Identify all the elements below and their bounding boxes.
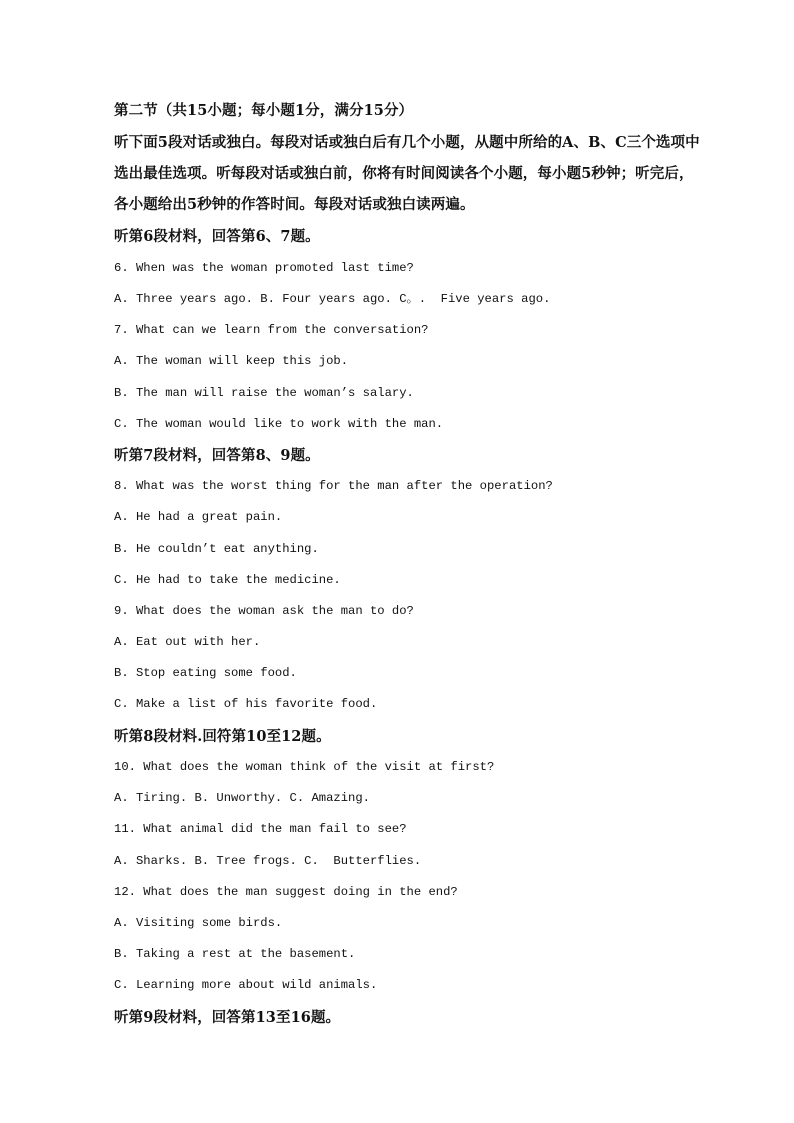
question-10: 10. What does the woman think of the visit at first?: [114, 760, 495, 774]
question-7-option-a: A. The woman will keep this job.: [114, 354, 349, 368]
material-9-header: 听第9段材料，回答第13至16题。: [114, 1009, 341, 1026]
question-9: 9. What does the woman ask the man to do?: [114, 604, 414, 618]
instructions-line-3: 各小题给出5秒钟的作答时间。每段对话或独白读两遍。: [114, 196, 475, 213]
instructions-line-2: 选出最佳选项。听每段对话或独白前，你将有时间阅读各个小题，每小题5秒钟；听完后，: [114, 165, 694, 182]
question-7-option-c: C. The woman would like to work with the man.: [114, 417, 444, 431]
question-8-option-a: A. He had a great pain.: [114, 510, 283, 524]
question-12-option-c: C. Learning more about wild animals.: [114, 978, 378, 992]
material-8-header: 听第8段材料.回符第10至12题。: [114, 728, 331, 745]
question-12: 12. What does the man suggest doing in the end?: [114, 885, 458, 899]
question-12-option-a: A. Visiting some birds.: [114, 916, 283, 930]
question-11: 11. What animal did the man fail to see?: [114, 822, 407, 836]
question-6: 6. When was the woman promoted last time?: [114, 261, 414, 275]
question-9-option-c: C. Make a list of his favorite food.: [114, 697, 378, 711]
question-6-options: A. Three years ago. B. Four years ago. C。. Five years ago.: [114, 292, 551, 306]
question-12-option-b: B. Taking a rest at the basement.: [114, 947, 356, 961]
question-9-option-a: A. Eat out with her.: [114, 635, 261, 649]
question-7-option-b: B. The man will raise the woman’s salary.: [114, 386, 414, 400]
question-7: 7. What can we learn from the conversation?: [114, 323, 429, 337]
question-8: 8. What was the worst thing for the man after the operation?: [114, 479, 553, 493]
section-heading: 第二节（共15小题；每小题1分，满分15分）: [114, 102, 414, 119]
question-9-option-b: B. Stop eating some food.: [114, 666, 297, 680]
question-11-options: A. Sharks. B. Tree frogs. C. Butterflies.: [114, 854, 422, 868]
material-7-header: 听第7段材料，回答第8、9题。: [114, 447, 320, 464]
question-10-options: A. Tiring. B. Unworthy. C. Amazing.: [114, 791, 370, 805]
question-8-option-c: C. He had to take the medicine.: [114, 573, 341, 587]
material-6-header: 听第6段材料，回答第6、7题。: [114, 228, 320, 245]
instructions-line-1: 听下面5段对话或独白。每段对话或独白后有几个小题，从题中所给的A、B、C三个选项中: [114, 134, 700, 151]
question-8-option-b: B. He couldn’t eat anything.: [114, 542, 319, 556]
